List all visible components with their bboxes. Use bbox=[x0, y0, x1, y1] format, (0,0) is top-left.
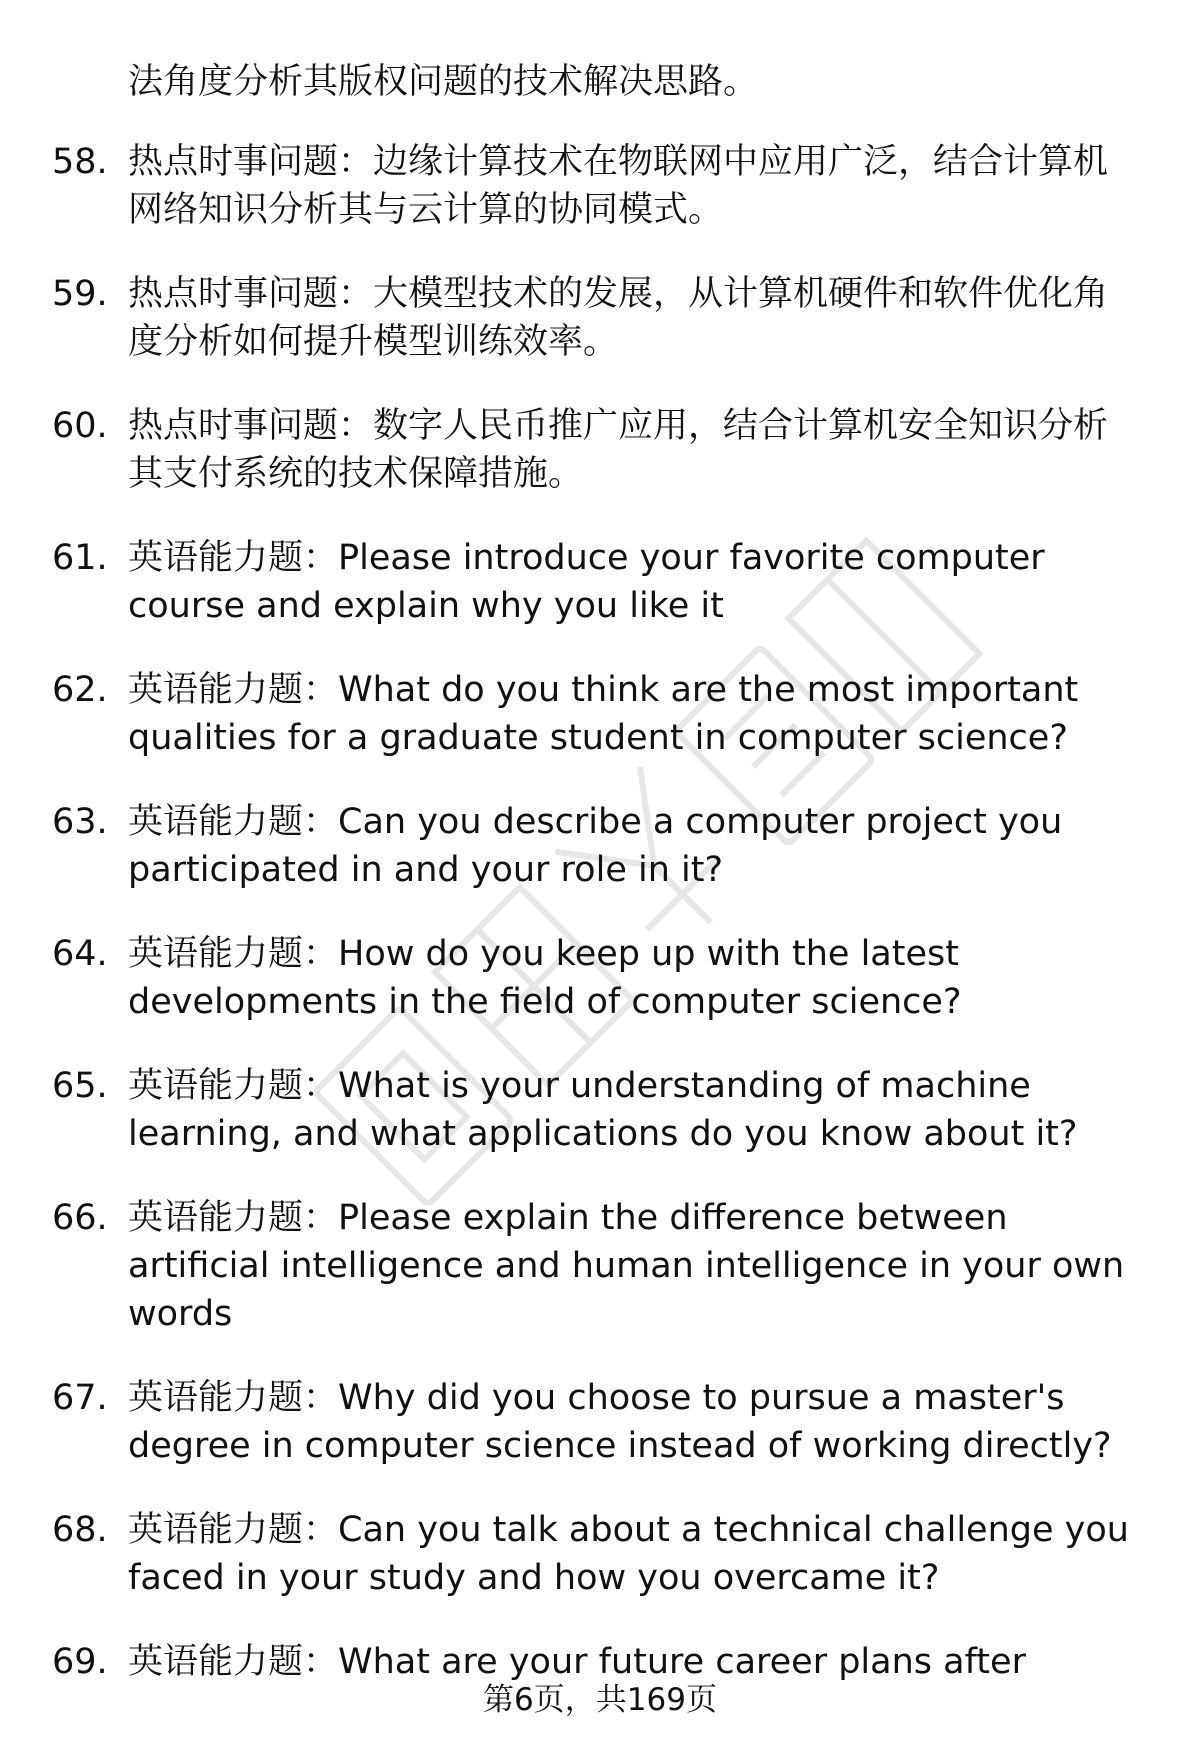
question-number: 59. bbox=[52, 274, 108, 314]
question-text: 热点时事问题：大模型技术的发展，从计算机硬件和软件优化角度分析如何提升模型训练效率。 bbox=[128, 274, 1109, 362]
question-number: 58. bbox=[52, 142, 108, 182]
question-text: 英语能力题：What are your future career plans after bbox=[128, 1642, 1026, 1682]
question-text: 英语能力题：What do you think are the most important qualities for a graduate student in computer science? bbox=[128, 670, 1079, 758]
question-number: 67. bbox=[52, 1378, 108, 1418]
question-item bbox=[0, 1374, 1200, 1470]
question-item bbox=[0, 534, 1200, 630]
question-number: 63. bbox=[52, 802, 108, 842]
question-number: 62. bbox=[52, 670, 108, 710]
question-text: 英语能力题：Why did you choose to pursue a master's degree in computer science instead of working directly? bbox=[128, 1378, 1112, 1466]
question-item bbox=[0, 666, 1200, 762]
question-item bbox=[0, 1194, 1200, 1338]
question-item bbox=[0, 798, 1200, 894]
question-text: 英语能力题：Please explain the difference between artificial intelligence and human intelligence in your own words bbox=[128, 1198, 1125, 1334]
question-item bbox=[0, 930, 1200, 1026]
page-footer: 第6页，共169页 bbox=[483, 1682, 717, 1718]
continuation-text: 法角度分析其版权问题的技术解决思路。 bbox=[128, 62, 759, 102]
question-item bbox=[0, 402, 1200, 498]
question-list bbox=[0, 138, 1200, 1722]
question-text: 英语能力题：What is your understanding of machine learning, and what applications do you know about it? bbox=[128, 1066, 1078, 1154]
question-number: 61. bbox=[52, 538, 108, 578]
question-number: 65. bbox=[52, 1066, 108, 1106]
question-text: 英语能力题：Can you describe a computer project you participated in and your role in it? bbox=[128, 802, 1063, 890]
question-item bbox=[0, 1506, 1200, 1602]
question-number: 66. bbox=[52, 1198, 108, 1238]
question-text: 英语能力题：How do you keep up with the latest developments in the field of computer science? bbox=[128, 934, 962, 1022]
question-text: 英语能力题：Can you talk about a technical challenge you faced in your study and how you overcame it? bbox=[128, 1510, 1129, 1598]
question-text: 热点时事问题：边缘计算技术在物联网中应用广泛，结合计算机网络知识分析其与云计算的协同模式。 bbox=[128, 142, 1109, 230]
question-number: 69. bbox=[52, 1642, 108, 1682]
question-item bbox=[0, 270, 1200, 366]
question-item bbox=[0, 1062, 1200, 1158]
question-number: 60. bbox=[52, 406, 108, 446]
question-text: 英语能力题：Please introduce your favorite computer course and explain why you like it bbox=[128, 538, 1045, 626]
question-item bbox=[0, 138, 1200, 234]
question-number: 68. bbox=[52, 1510, 108, 1550]
question-number: 64. bbox=[52, 934, 108, 974]
question-text: 热点时事问题：数字人民币推广应用，结合计算机安全知识分析其支付系统的技术保障措施。 bbox=[128, 406, 1109, 494]
